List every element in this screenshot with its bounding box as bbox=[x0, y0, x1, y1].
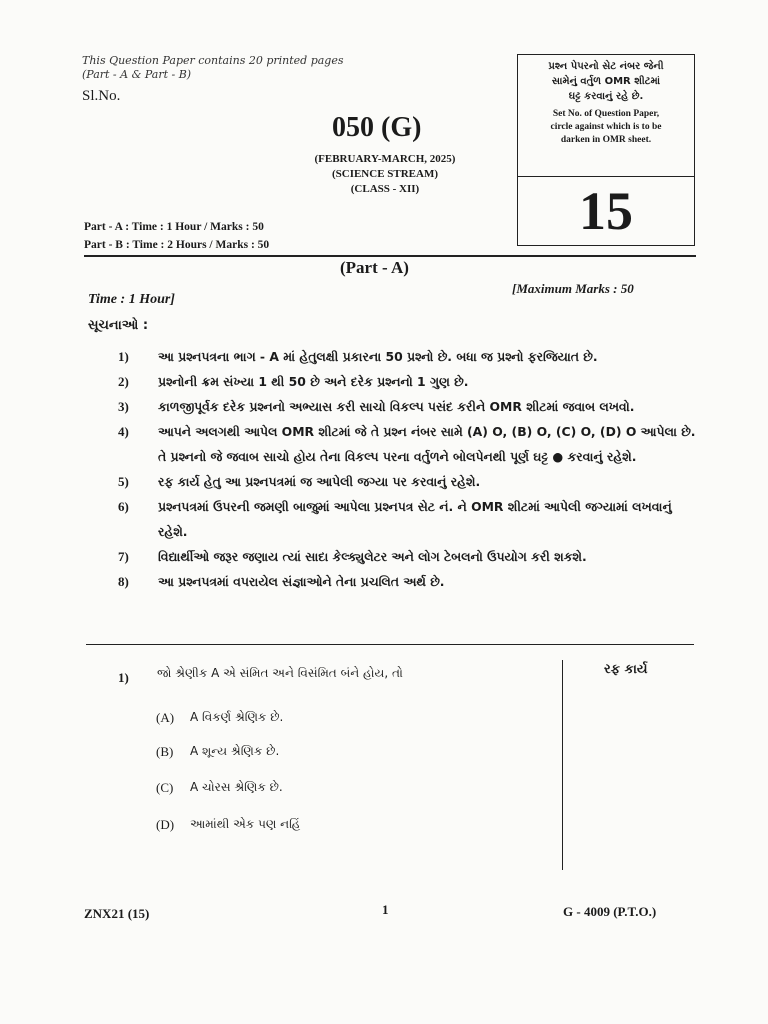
set-number-instructions bbox=[518, 55, 694, 177]
option-text: A ચોરસ શ્રેણિક છે. bbox=[190, 780, 283, 794]
part-b-timing: Part - B : Time : 2 Hours / Marks : 50 bbox=[84, 239, 270, 251]
option-text: A શૂન્ય શ્રેણિક છે. bbox=[190, 744, 280, 758]
section-divider bbox=[86, 644, 694, 645]
instructions-list bbox=[118, 344, 703, 594]
set-guj-line: ઘટ્ટ કરવાનું રહે છે. bbox=[568, 91, 644, 102]
rough-work-label: રફ કાર્ય bbox=[604, 662, 648, 677]
instruction-text: આ પ્રશ્નપત્રમાં વપરાયેલ સંજ્ઞાઓને તેના પ્રચલિત અર્થ છે. bbox=[158, 574, 445, 589]
page-number: 1 bbox=[382, 902, 389, 917]
instruction-item bbox=[118, 419, 703, 469]
serial-number-label: Sl.No. bbox=[82, 88, 121, 104]
instruction-number: 7) bbox=[118, 549, 129, 564]
instruction-number: 2) bbox=[118, 374, 129, 389]
instruction-number: 8) bbox=[118, 574, 129, 589]
header-divider bbox=[84, 255, 696, 257]
set-instruction-english bbox=[524, 108, 688, 147]
question-text: જો શ્રેણીક A એ સંમિત અને વિસંમિત બંને હોય, તો bbox=[157, 666, 403, 680]
set-guj-line: સામેનું વર્તુળ OMR શીટમાં bbox=[551, 76, 661, 87]
part-title: (Part - A) bbox=[340, 258, 409, 277]
footer-paper-id: G - 4009 (P.T.O.) bbox=[563, 904, 657, 919]
instruction-number: 5) bbox=[118, 474, 129, 489]
option-label: (A) bbox=[156, 710, 175, 725]
instruction-text: આ પ્રશ્નપત્રના ભાગ - A માં હેતુલક્ષી પ્રકારના 50 પ્રશ્નો છે. બધા જ પ્રશ્નો ફરજિયાત છે. bbox=[158, 349, 598, 364]
option-text: A વિકર્ણ શ્રેણિક છે. bbox=[190, 710, 284, 724]
page-count-line: This Question Paper contains 20 printed pages bbox=[82, 54, 344, 67]
instruction-item bbox=[118, 544, 703, 569]
set-instruction-gujarati bbox=[524, 59, 688, 104]
instruction-number: 6) bbox=[118, 499, 129, 514]
option-b bbox=[156, 744, 279, 760]
set-eng-line: circle against which is to be bbox=[550, 122, 662, 132]
instruction-number: 4) bbox=[118, 424, 129, 439]
instruction-item bbox=[118, 369, 703, 394]
instruction-number: 3) bbox=[118, 399, 129, 414]
exam-session: (FEBRUARY-MARCH, 2025) bbox=[314, 153, 456, 165]
part-a-timing: Part - A : Time : 1 Hour / Marks : 50 bbox=[84, 221, 264, 233]
set-eng-line: darken in OMR sheet. bbox=[560, 135, 652, 145]
paper-code: 050 (G) bbox=[332, 112, 422, 143]
parts-line: (Part - A & Part - B) bbox=[82, 68, 192, 81]
instruction-text: આપને અલગથી આપેલ OMR શીટમાં જે તે પ્રશ્ન નંબર સામે (A) O, (B) O, (C) O, (D) O આપેલા છે. તે પ્રશ્નનો જે જવાબ સાચો હોય તેના વિકલ્પ પરના વર્તુળને બોલપેનથી પૂર્ણ ઘટ્ટ ● કરવાનું રહેશે. bbox=[158, 424, 696, 464]
question-number: 1) bbox=[118, 670, 129, 685]
instruction-text: કાળજીપૂર્વક દરેક પ્રશ્નનો અભ્યાસ કરી સાચો વિકલ્પ પસંદ કરીને OMR શીટમાં જવાબ લખવો. bbox=[158, 399, 635, 414]
set-guj-line: પ્રશ્ન પેપરનો સેટ નંબર જેની bbox=[548, 61, 664, 72]
instruction-item bbox=[118, 494, 703, 544]
exam-stream: (SCIENCE STREAM) bbox=[331, 168, 439, 180]
instruction-item bbox=[118, 394, 703, 419]
timing-info bbox=[84, 218, 269, 254]
rough-work-divider bbox=[562, 660, 563, 870]
instruction-item bbox=[118, 469, 703, 494]
max-marks-label: [Maximum Marks : 50 bbox=[512, 281, 634, 296]
time-label: Time : 1 Hour] bbox=[88, 292, 175, 307]
option-label: (B) bbox=[156, 744, 174, 759]
set-number: 15 bbox=[579, 181, 633, 241]
option-label: (D) bbox=[156, 817, 175, 832]
set-number-box bbox=[517, 54, 695, 246]
exam-class: (CLASS - XII) bbox=[350, 183, 420, 195]
instruction-text: પ્રશ્નોની ક્રમ સંખ્યા 1 થી 50 છે અને દરેક પ્રશ્નનો 1 ગુણ છે. bbox=[158, 374, 469, 389]
option-label: (C) bbox=[156, 780, 174, 795]
option-d bbox=[156, 817, 300, 833]
option-c bbox=[156, 780, 283, 796]
option-text: આમાંથી એક પણ નહિં bbox=[190, 817, 301, 831]
option-a bbox=[156, 710, 283, 726]
instruction-text: રફ કાર્ય હેતુ આ પ્રશ્નપત્રમાં જ આપેલી જગ્યા પર કરવાનું રહેશે. bbox=[158, 474, 481, 489]
page-count-note bbox=[82, 54, 344, 82]
instruction-item bbox=[118, 344, 703, 369]
footer-code: ZNX21 (15) bbox=[84, 906, 150, 921]
instruction-text: પ્રશ્નપત્રમાં ઉપરની જમણી બાજુમાં આપેલા પ્રશ્નપત્ર સેટ નં. ને OMR શીટમાં આપેલી જગ્યામાં લખવાનું રહેશે. bbox=[158, 499, 672, 539]
instructions-heading: સૂચનાઓ : bbox=[88, 318, 149, 333]
set-eng-line: Set No. of Question Paper, bbox=[552, 109, 660, 119]
instruction-number: 1) bbox=[118, 349, 129, 364]
instruction-text: વિદ્યાર્થીઓ જરૂર જણાય ત્યાં સાદા કેલ્ક્યુલેટર અને લોગ ટેબલનો ઉપયોગ કરી શકશે. bbox=[158, 549, 587, 564]
instruction-item bbox=[118, 569, 703, 594]
exam-details bbox=[280, 152, 490, 197]
